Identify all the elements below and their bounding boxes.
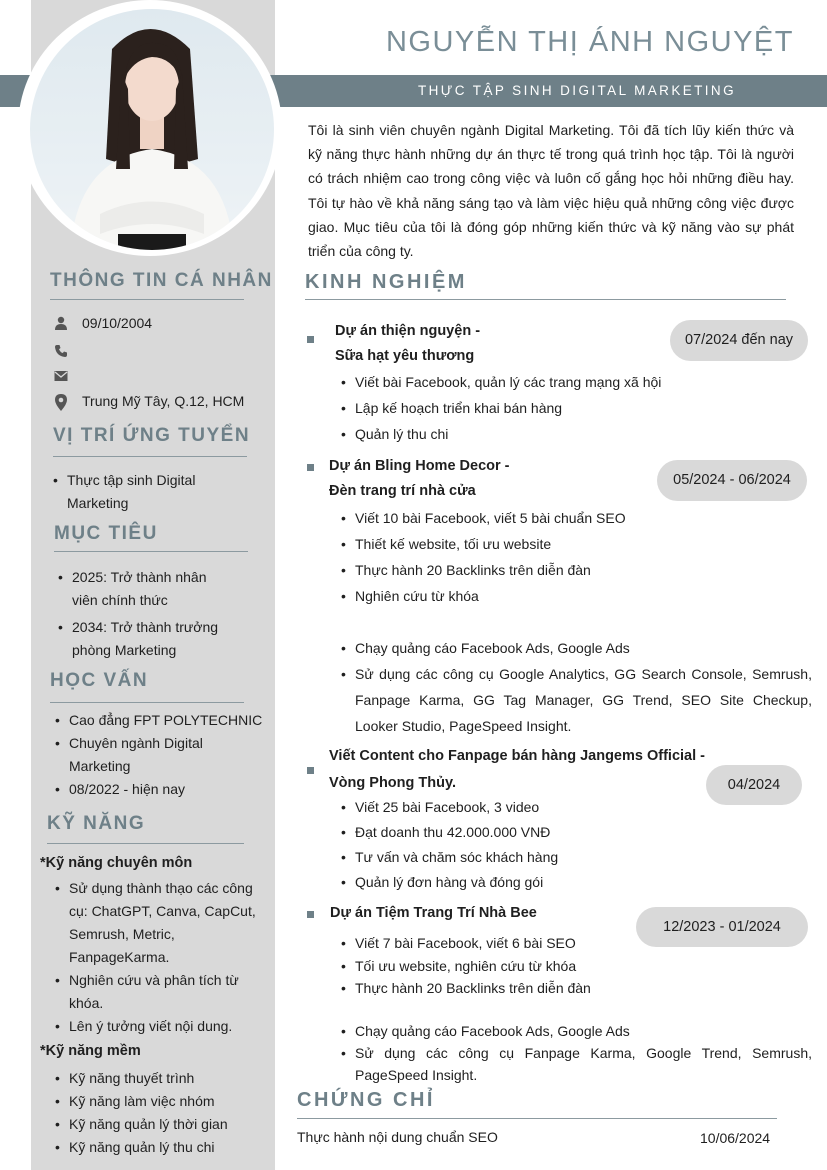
personal-info-heading: THÔNG TIN CÁ NHÂN bbox=[50, 270, 273, 291]
personal-info-divider bbox=[50, 299, 244, 300]
project-title: Viết Content cho Fanpage bán hàng Jangems Official - Vòng Phong Thủy. bbox=[329, 748, 705, 791]
goals-heading: MỤC TIÊU bbox=[54, 523, 158, 544]
position-heading: VỊ TRÍ ỨNG TUYỂN bbox=[53, 425, 251, 446]
certificates-heading: CHỨNG CHỈ bbox=[297, 1089, 435, 1111]
hard-skills-list bbox=[55, 877, 270, 1038]
position-list bbox=[53, 469, 223, 515]
skill-item: • Kỹ năng làm việc nhóm bbox=[55, 1090, 270, 1113]
skill-item: • Nghiên cứu và phân tích từ khóa. bbox=[55, 969, 270, 1015]
soft-skills-heading: *Kỹ năng mềm bbox=[40, 1043, 141, 1059]
project-date-badge: 04/2024 bbox=[706, 765, 802, 805]
education-divider bbox=[50, 702, 244, 703]
project-bullets: • Viết 25 bài Facebook, 3 video • Đạt doanh thu 42.000.000 VNĐ • Tư vấn và chăm sóc khách hàng • Quản lý đơn hàng và đóng gói bbox=[341, 795, 741, 895]
education-item: • Chuyên ngành Digital Marketing bbox=[55, 732, 230, 778]
phone-icon bbox=[54, 344, 68, 358]
avatar bbox=[30, 9, 274, 250]
goals-list bbox=[58, 566, 228, 662]
soft-skills-list bbox=[55, 1067, 270, 1159]
certificates-divider bbox=[297, 1118, 777, 1119]
project-bullets: • Viết 10 bài Facebook, viết 5 bài chuẩn SEO • Thiết kế website, tối ưu website • Thực hành 20 Backlinks trên diễn đàn • Nghiên cứu từ khóa bbox=[341, 505, 811, 609]
goal-item: • 2034: Trở thành trưởng phòng Marketing bbox=[58, 616, 228, 662]
birthday: 09/10/2004 bbox=[82, 315, 153, 331]
skill-item: • Lên ý tưởng viết nội dung. bbox=[55, 1015, 270, 1038]
project-bullets: • Viết 7 bài Facebook, viết 6 bài SEO • Tối ưu website, nghiên cứu từ khóa • Thực hành 20 Backlinks trên diễn đàn bbox=[341, 932, 741, 1000]
certificate-date: 10/06/2024 bbox=[700, 1130, 771, 1146]
position-divider bbox=[53, 456, 247, 457]
education-list bbox=[55, 709, 275, 801]
goal-item: • 2025: Trở thành nhân viên chính thức bbox=[58, 566, 228, 612]
project-marker bbox=[307, 767, 314, 774]
project-bullets-more: • Chạy quảng cáo Facebook Ads, Google Ads • Sử dụng các công cụ Fanpage Karma, Google Trend, Semrush, PageSpeed Insight. bbox=[341, 1020, 812, 1086]
project-marker bbox=[307, 464, 314, 471]
location-pin-icon bbox=[54, 394, 68, 411]
candidate-name: NGUYỄN THỊ ÁNH NGUYỆT bbox=[385, 26, 794, 58]
project-marker bbox=[307, 336, 314, 343]
project-bullets-more: • Chạy quảng cáo Facebook Ads, Google Ads • Sử dụng các công cụ Google Analytics, GG Search Console, Semrush, Fanpage Karma, GG Tag Manager, GG Trend, SEO Site Checkup, Looker Studio, PageSpeed Insight. bbox=[341, 635, 812, 739]
education-item: • 08/2022 - hiện nay bbox=[55, 778, 275, 801]
profile-summary: Tôi là sinh viên chuyên ngành Digital Marketing. Tôi đã tích lũy kiến thức và kỹ năng thực hành những dự án thực tế trong quá trình học tập. Tôi là người có trách nhiệm cao trong công việc và luôn cố gắng học hỏi những điều hay. Tôi tự hào về khả năng sáng tạo và làm việc hiệu quả những công việc được giao. Mục tiêu của tôi là đóng góp những kiến thức và kỹ năng vào sự phát triển của công ty. bbox=[308, 122, 794, 260]
job-title: THỰC TẬP SINH DIGITAL MARKETING bbox=[418, 83, 736, 98]
project-bullets: • Viết bài Facebook, quản lý các trang mạng xã hội • Lập kế hoạch triển khai bán hàng • Quản lý thu chi bbox=[341, 369, 741, 447]
project-title: Dự án Tiệm Trang Trí Nhà Bee bbox=[330, 905, 537, 921]
address: Trung Mỹ Tây, Q.12, HCM bbox=[82, 393, 245, 409]
skill-item: • Kỹ năng thuyết trình bbox=[55, 1067, 270, 1090]
project-date-badge: 12/2023 - 01/2024 bbox=[636, 907, 808, 947]
project-marker bbox=[307, 911, 314, 918]
skill-item: • Kỹ năng quản lý thời gian bbox=[55, 1113, 270, 1136]
project-date-badge: 05/2024 - 06/2024 bbox=[657, 460, 807, 501]
goals-divider bbox=[54, 551, 248, 552]
skill-item: • Kỹ năng quản lý thu chi bbox=[55, 1136, 270, 1159]
skills-divider bbox=[47, 843, 244, 844]
position-item: • Thực tập sinh Digital Marketing bbox=[53, 469, 223, 515]
experience-heading: KINH NGHIỆM bbox=[305, 271, 467, 293]
mail-icon bbox=[54, 369, 68, 383]
skills-heading: KỸ NĂNG bbox=[47, 813, 146, 834]
project-title: Dự án Bling Home Decor - Đèn trang trí nhà cửa bbox=[329, 458, 510, 499]
project-date-badge: 07/2024 đến nay bbox=[670, 320, 808, 361]
skill-item: • Sử dụng thành thạo các công cụ: ChatGPT, Canva, CapCut, Semrush, Metric, FanpageKarma. bbox=[55, 877, 270, 969]
education-heading: HỌC VẤN bbox=[50, 670, 149, 691]
experience-divider bbox=[305, 299, 786, 300]
education-item: • Cao đẳng FPT POLYTECHNIC bbox=[55, 709, 275, 732]
person-icon bbox=[54, 316, 68, 330]
certificate-name: Thực hành nội dung chuẩn SEO bbox=[297, 1129, 498, 1145]
hard-skills-heading: *Kỹ năng chuyên môn bbox=[40, 855, 193, 871]
project-title: Dự án thiện nguyện - Sữa hạt yêu thương bbox=[335, 323, 481, 364]
person-portrait-icon bbox=[30, 9, 274, 250]
